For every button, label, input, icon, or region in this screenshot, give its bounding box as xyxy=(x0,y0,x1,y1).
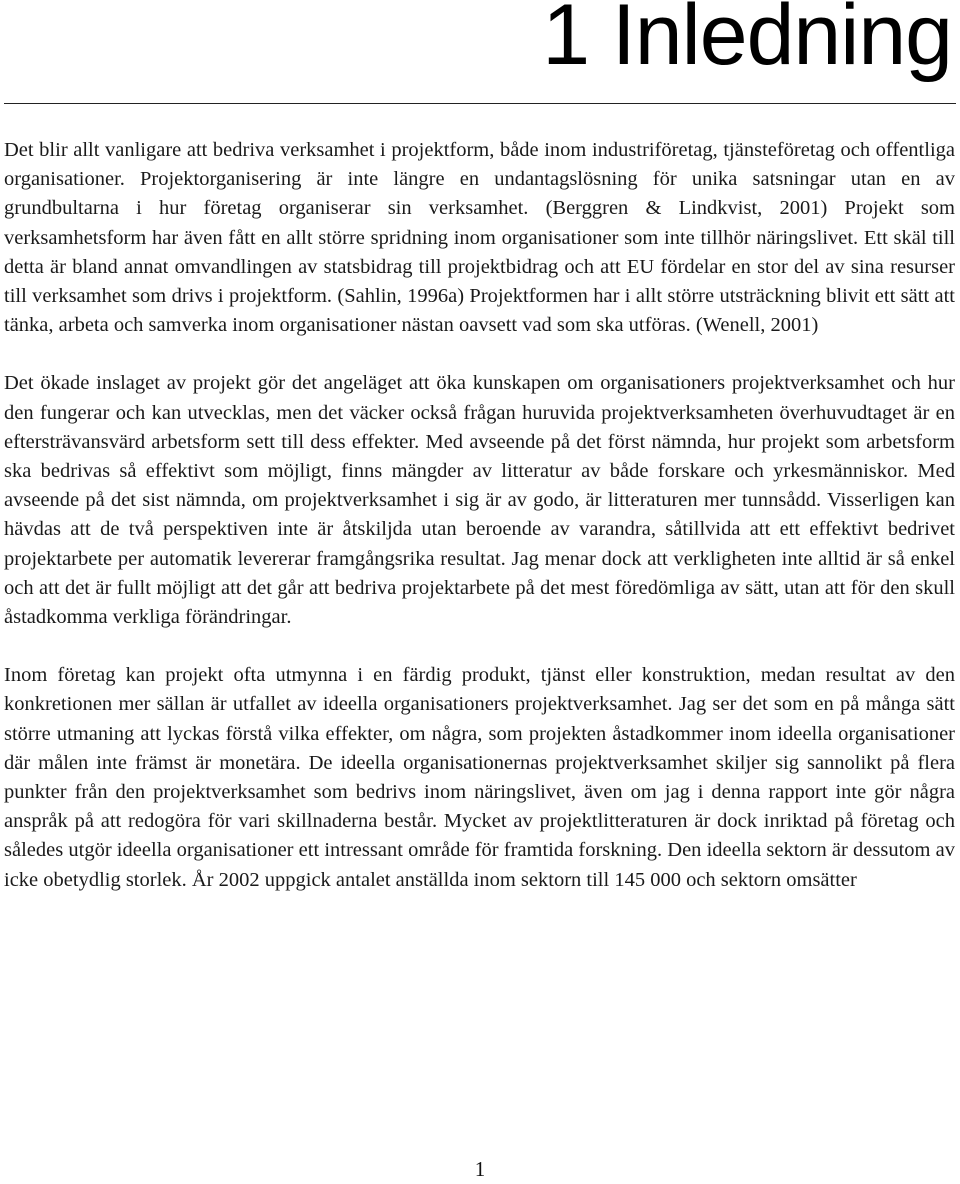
paragraph-1: Det blir allt vanligare att bedriva verksamhet i projektform, både inom industriföretag, tjänsteföretag och offentliga organisationer. Projektorganisering är inte längre en undantagslösning för unika satsningar utan en av grundbultarna i hur företag organiserar sin verksamhet. (Berggren & Lindkvist, 2001) Projekt som verksamhetsform har även fått en allt större spridning inom organisationer som inte tillhör näringslivet. Ett skäl till detta är bland annat omvandlingen av statsbidrag till projektbidrag och att EU fördelar en stor del av sina resurser till verksamhet som drivs i projektform. (Sahlin, 1996a) Projektformen har i allt större utsträckning blivit ett sätt att tänka, arbeta och samverka inom organisationer nästan oavsett vad som ska utföras. (Wenell, 2001) xyxy=(4,139,955,337)
heading-divider xyxy=(4,103,956,104)
chapter-heading: 1 Inledning xyxy=(542,0,952,83)
paragraph-3: Inom företag kan projekt ofta utmynna i en färdig produkt, tjänst eller konstruktion, medan resultat av den konkretionen mer sällan är utfallet av ideella organisationers projektverksamhet. Jag ser det som en på många sätt större utmaning att lyckas förstå vilka effekter, om några, som projekten åstadkommer inom ideella organisationer där målen inte främst är monetära. De ideella organisationernas projektverksamhet skiljer sig sannolikt på flera punkter från den projektverksamhet som bedrivs inom näringslivet, även om jag i denna rapport inte gör några anspråk på att redogöra för vari skillnaderna består. Mycket av projektlitteraturen är dock inriktad på företag och således utgör ideella organisationer ett intressant område för framtida forskning. Den ideella sektorn är dessutom av icke obetydlig storlek. År 2002 uppgick antalet anställda inom sektorn till 145 000 och sektorn omsätter xyxy=(4,664,955,891)
paragraph-2: Det ökade inslaget av projekt gör det angeläget att öka kunskapen om organisationers projektverksamhet och hur den fungerar och kan utvecklas, men det väcker också frågan huruvida projektverksamheten överhuvudtaget är en eftersträvansvärd arbetsform sett till dess effekter. Med avseende på det först nämnda, hur projekt som arbetsform ska bedrivas så effektivt som möjligt, finns mängder av litteratur av både forskare och yrkesmänniskor. Med avseende på det sist nämnda, om projektverksamhet i sig är av godo, är litteraturen mer tunnsådd. Visserligen kan hävdas att de två perspektiven inte är åtskiljda utan beroende av varandra, såtillvida att ett effektivt bedrivet projektarbete per automatik levererar framgångsrika resultat. Jag menar dock att verkligheten inte alltid är så enkel och att det är fullt möjligt att det går att bedriva projektarbete på det mest föredömliga av sätt, utan att för den skull åstadkomma verkliga förändringar. xyxy=(4,372,955,629)
page-number: 1 xyxy=(474,1157,486,1181)
body-text xyxy=(4,136,955,924)
